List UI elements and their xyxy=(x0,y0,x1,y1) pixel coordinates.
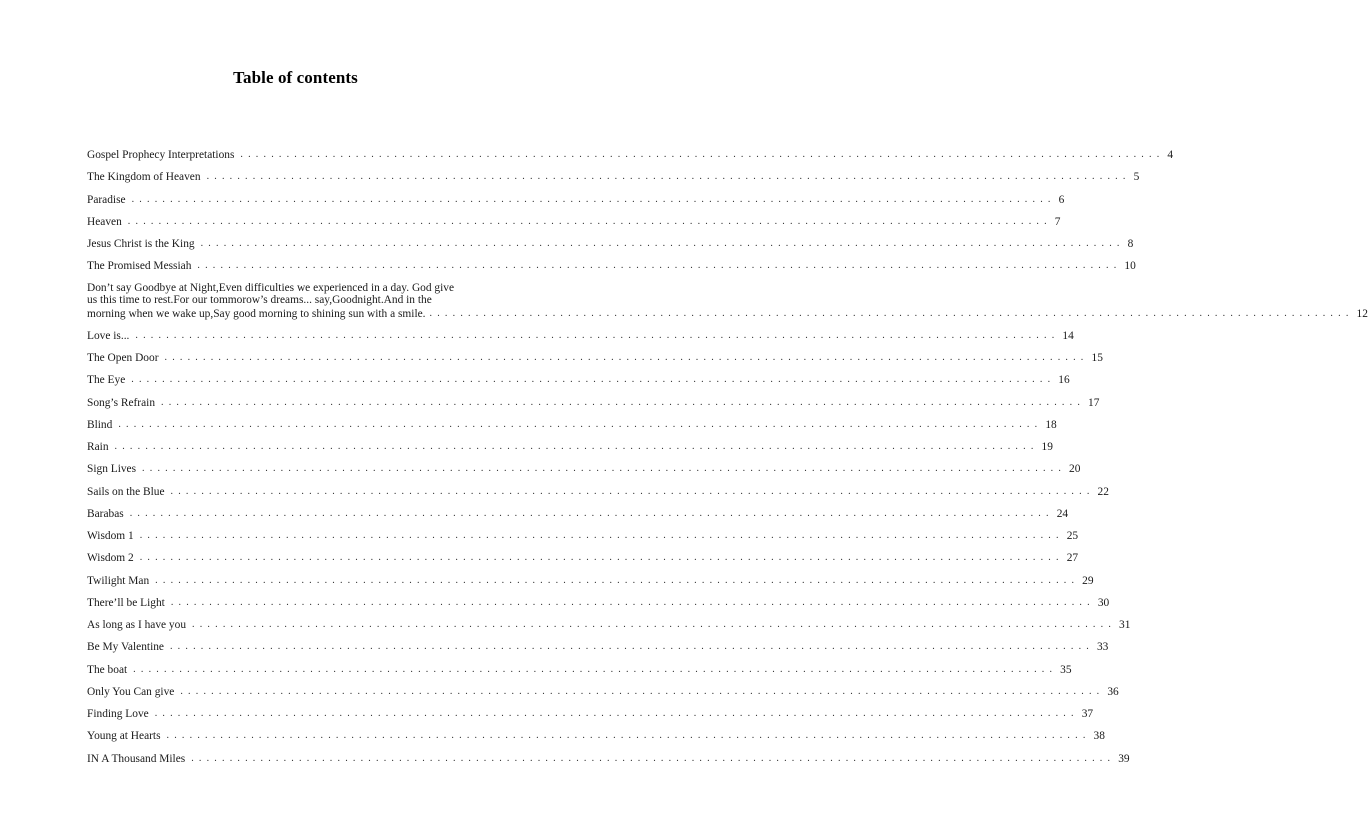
dot-leader: ........................................................................................................................ xyxy=(191,752,1116,764)
toc-entry-label: Love is... xyxy=(87,329,135,343)
toc-entry-label: The Open Door xyxy=(87,351,165,365)
toc-page-number: 15 xyxy=(1091,352,1103,365)
toc-page-number: 19 xyxy=(1041,441,1053,454)
toc-entry[interactable] xyxy=(87,685,1119,699)
toc-entry-label: There’ll be Light xyxy=(87,596,171,610)
toc-entry[interactable] xyxy=(87,752,1130,766)
toc-entry[interactable] xyxy=(87,729,1105,743)
table-of-contents xyxy=(87,148,1368,774)
toc-entry-label: The Kingdom of Heaven xyxy=(87,170,207,184)
dot-leader: ........................................................................................................................ xyxy=(170,485,1095,497)
toc-entry[interactable] xyxy=(87,618,1131,632)
toc-entry[interactable] xyxy=(87,237,1134,251)
toc-entry[interactable] xyxy=(87,215,1061,229)
toc-entry[interactable] xyxy=(87,551,1079,565)
dot-leader: ........................................................................................................................ xyxy=(197,260,1122,272)
toc-page-number: 14 xyxy=(1062,329,1074,342)
toc-page-number: 37 xyxy=(1081,708,1094,721)
toc-page-number: 16 xyxy=(1058,374,1070,387)
toc-entry-label: Jesus Christ is the King xyxy=(87,237,201,251)
toc-entry[interactable] xyxy=(87,529,1079,543)
toc-page-number: 29 xyxy=(1082,574,1094,587)
dot-leader: ........................................................................................................................ xyxy=(170,596,1095,608)
dot-leader: ........................................................................................................................ xyxy=(164,352,1089,364)
toc-page-number: 10 xyxy=(1124,260,1136,273)
dot-leader: ........................................................................................................................ xyxy=(200,238,1125,249)
toc-entry[interactable] xyxy=(87,193,1065,207)
dot-leader: ........................................................................................................................ xyxy=(161,396,1086,408)
dot-leader: ........................................................................................................................ xyxy=(131,374,1056,386)
page-title: Table of contents xyxy=(233,68,358,87)
toc-entry[interactable] xyxy=(87,485,1109,499)
toc-entry[interactable] xyxy=(87,259,1136,273)
toc-entry-label: Gospel Prophecy Interpretations xyxy=(87,148,240,162)
toc-entry-label: Finding Love xyxy=(87,707,155,721)
toc-entry-label: Song’s Refrain xyxy=(87,396,161,410)
toc-entry-label: The boat xyxy=(87,663,133,677)
toc-entry-label: morning when we wake up,Say good morning to shining sun with a smile. xyxy=(87,308,430,321)
dot-leader: ........................................................................................................................ xyxy=(169,641,1094,653)
dot-leader: ........................................................................................................................ xyxy=(131,193,1056,205)
toc-page-number: 7 xyxy=(1054,215,1061,228)
toc-entry[interactable] xyxy=(87,440,1053,454)
toc-entry-label: Rain xyxy=(87,440,115,454)
toc-entry-label: IN A Thousand Miles xyxy=(87,752,191,766)
dot-leader: ........................................................................................................................ xyxy=(133,663,1058,675)
dot-leader: ........................................................................................................................ xyxy=(166,730,1091,742)
toc-page-number: 22 xyxy=(1097,485,1109,498)
dot-leader: ........................................................................................................................ xyxy=(139,552,1064,564)
toc-entry-label: Sails on the Blue xyxy=(87,485,171,499)
toc-page-number: 30 xyxy=(1097,596,1110,609)
toc-page-number: 17 xyxy=(1088,396,1100,409)
toc-page-number: 36 xyxy=(1107,685,1119,698)
toc-entry-label: Heaven xyxy=(87,215,128,229)
dot-leader: ........................................................................................................................ xyxy=(154,708,1079,720)
toc-page-number: 6 xyxy=(1058,193,1065,206)
toc-page-number: 8 xyxy=(1127,238,1134,250)
toc-entry[interactable] xyxy=(87,351,1103,365)
toc-entry-label: Sign Lives xyxy=(87,462,142,476)
dot-leader: ........................................................................................................................ xyxy=(155,574,1080,586)
toc-page-number: 38 xyxy=(1093,730,1105,743)
toc-entry-line: us this time to rest.For our tommorow’s dreams... say,Goodnight.And in the xyxy=(87,294,432,307)
toc-entry-label: Blind xyxy=(87,418,118,432)
dot-leader: ........................................................................................................................ xyxy=(429,307,1354,319)
toc-page-number: 20 xyxy=(1069,463,1081,476)
toc-entry-label: Twilight Man xyxy=(87,574,155,588)
dot-leader: ........................................................................................................................ xyxy=(206,171,1131,183)
toc-entry-multiline[interactable] xyxy=(87,281,1368,321)
toc-page-number: 25 xyxy=(1066,530,1079,543)
toc-page-number: 12 xyxy=(1356,308,1368,321)
toc-entry[interactable] xyxy=(87,396,1100,410)
toc-entry[interactable] xyxy=(87,418,1057,432)
toc-entry-line: Don’t say Goodbye at Night,Even difficulties we experienced in a day. God give xyxy=(87,281,455,294)
toc-entry[interactable] xyxy=(87,148,1174,162)
dot-leader: ........................................................................................................................ xyxy=(240,149,1165,160)
toc-entry-label: Young at Hearts xyxy=(87,729,167,743)
toc-entry[interactable] xyxy=(87,170,1140,184)
toc-entry[interactable] xyxy=(87,663,1072,677)
dot-leader: ........................................................................................................................ xyxy=(114,441,1039,453)
toc-page-number: 18 xyxy=(1045,418,1057,431)
dot-leader: ........................................................................................................................ xyxy=(127,215,1052,227)
toc-page-number: 5 xyxy=(1133,171,1140,184)
toc-page-number: 33 xyxy=(1096,641,1109,654)
toc-page-number: 4 xyxy=(1167,149,1174,161)
toc-entry[interactable] xyxy=(87,507,1069,521)
toc-entry-label: Barabas xyxy=(87,507,130,521)
toc-entry[interactable] xyxy=(87,640,1109,654)
dot-leader: ........................................................................................................................ xyxy=(180,685,1105,697)
toc-entry[interactable] xyxy=(87,574,1094,588)
toc-entry[interactable] xyxy=(87,373,1070,387)
dot-leader: ........................................................................................................................ xyxy=(129,507,1054,519)
toc-entry-label: Paradise xyxy=(87,193,132,207)
toc-page-number: 24 xyxy=(1056,507,1069,520)
toc-entry-label: Be My Valentine xyxy=(87,640,170,654)
toc-entry-label: Wisdom 2 xyxy=(87,551,140,565)
dot-leader: ........................................................................................................................ xyxy=(135,329,1060,341)
toc-page-number: 39 xyxy=(1118,752,1130,765)
toc-entry-last-line xyxy=(87,307,1368,321)
toc-entry-label: The Promised Messiah xyxy=(87,259,197,273)
toc-page-number: 31 xyxy=(1119,619,1131,632)
dot-leader: ........................................................................................................................ xyxy=(118,418,1043,430)
dot-leader: ........................................................................................................................ xyxy=(139,530,1064,542)
toc-entry[interactable] xyxy=(87,707,1094,721)
toc-entry-label: As long as I have you xyxy=(87,618,192,632)
toc-entry[interactable] xyxy=(87,596,1110,610)
dot-leader: ........................................................................................................................ xyxy=(192,619,1117,631)
toc-entry-label: Only You Can give xyxy=(87,685,180,699)
toc-page-number: 35 xyxy=(1060,663,1072,676)
toc-entry[interactable] xyxy=(87,462,1081,476)
toc-page-number: 27 xyxy=(1066,552,1079,565)
toc-entry-label: Wisdom 1 xyxy=(87,529,140,543)
toc-entry[interactable] xyxy=(87,329,1074,343)
toc-entry-label: The Eye xyxy=(87,373,131,387)
dot-leader: ........................................................................................................................ xyxy=(142,463,1067,475)
